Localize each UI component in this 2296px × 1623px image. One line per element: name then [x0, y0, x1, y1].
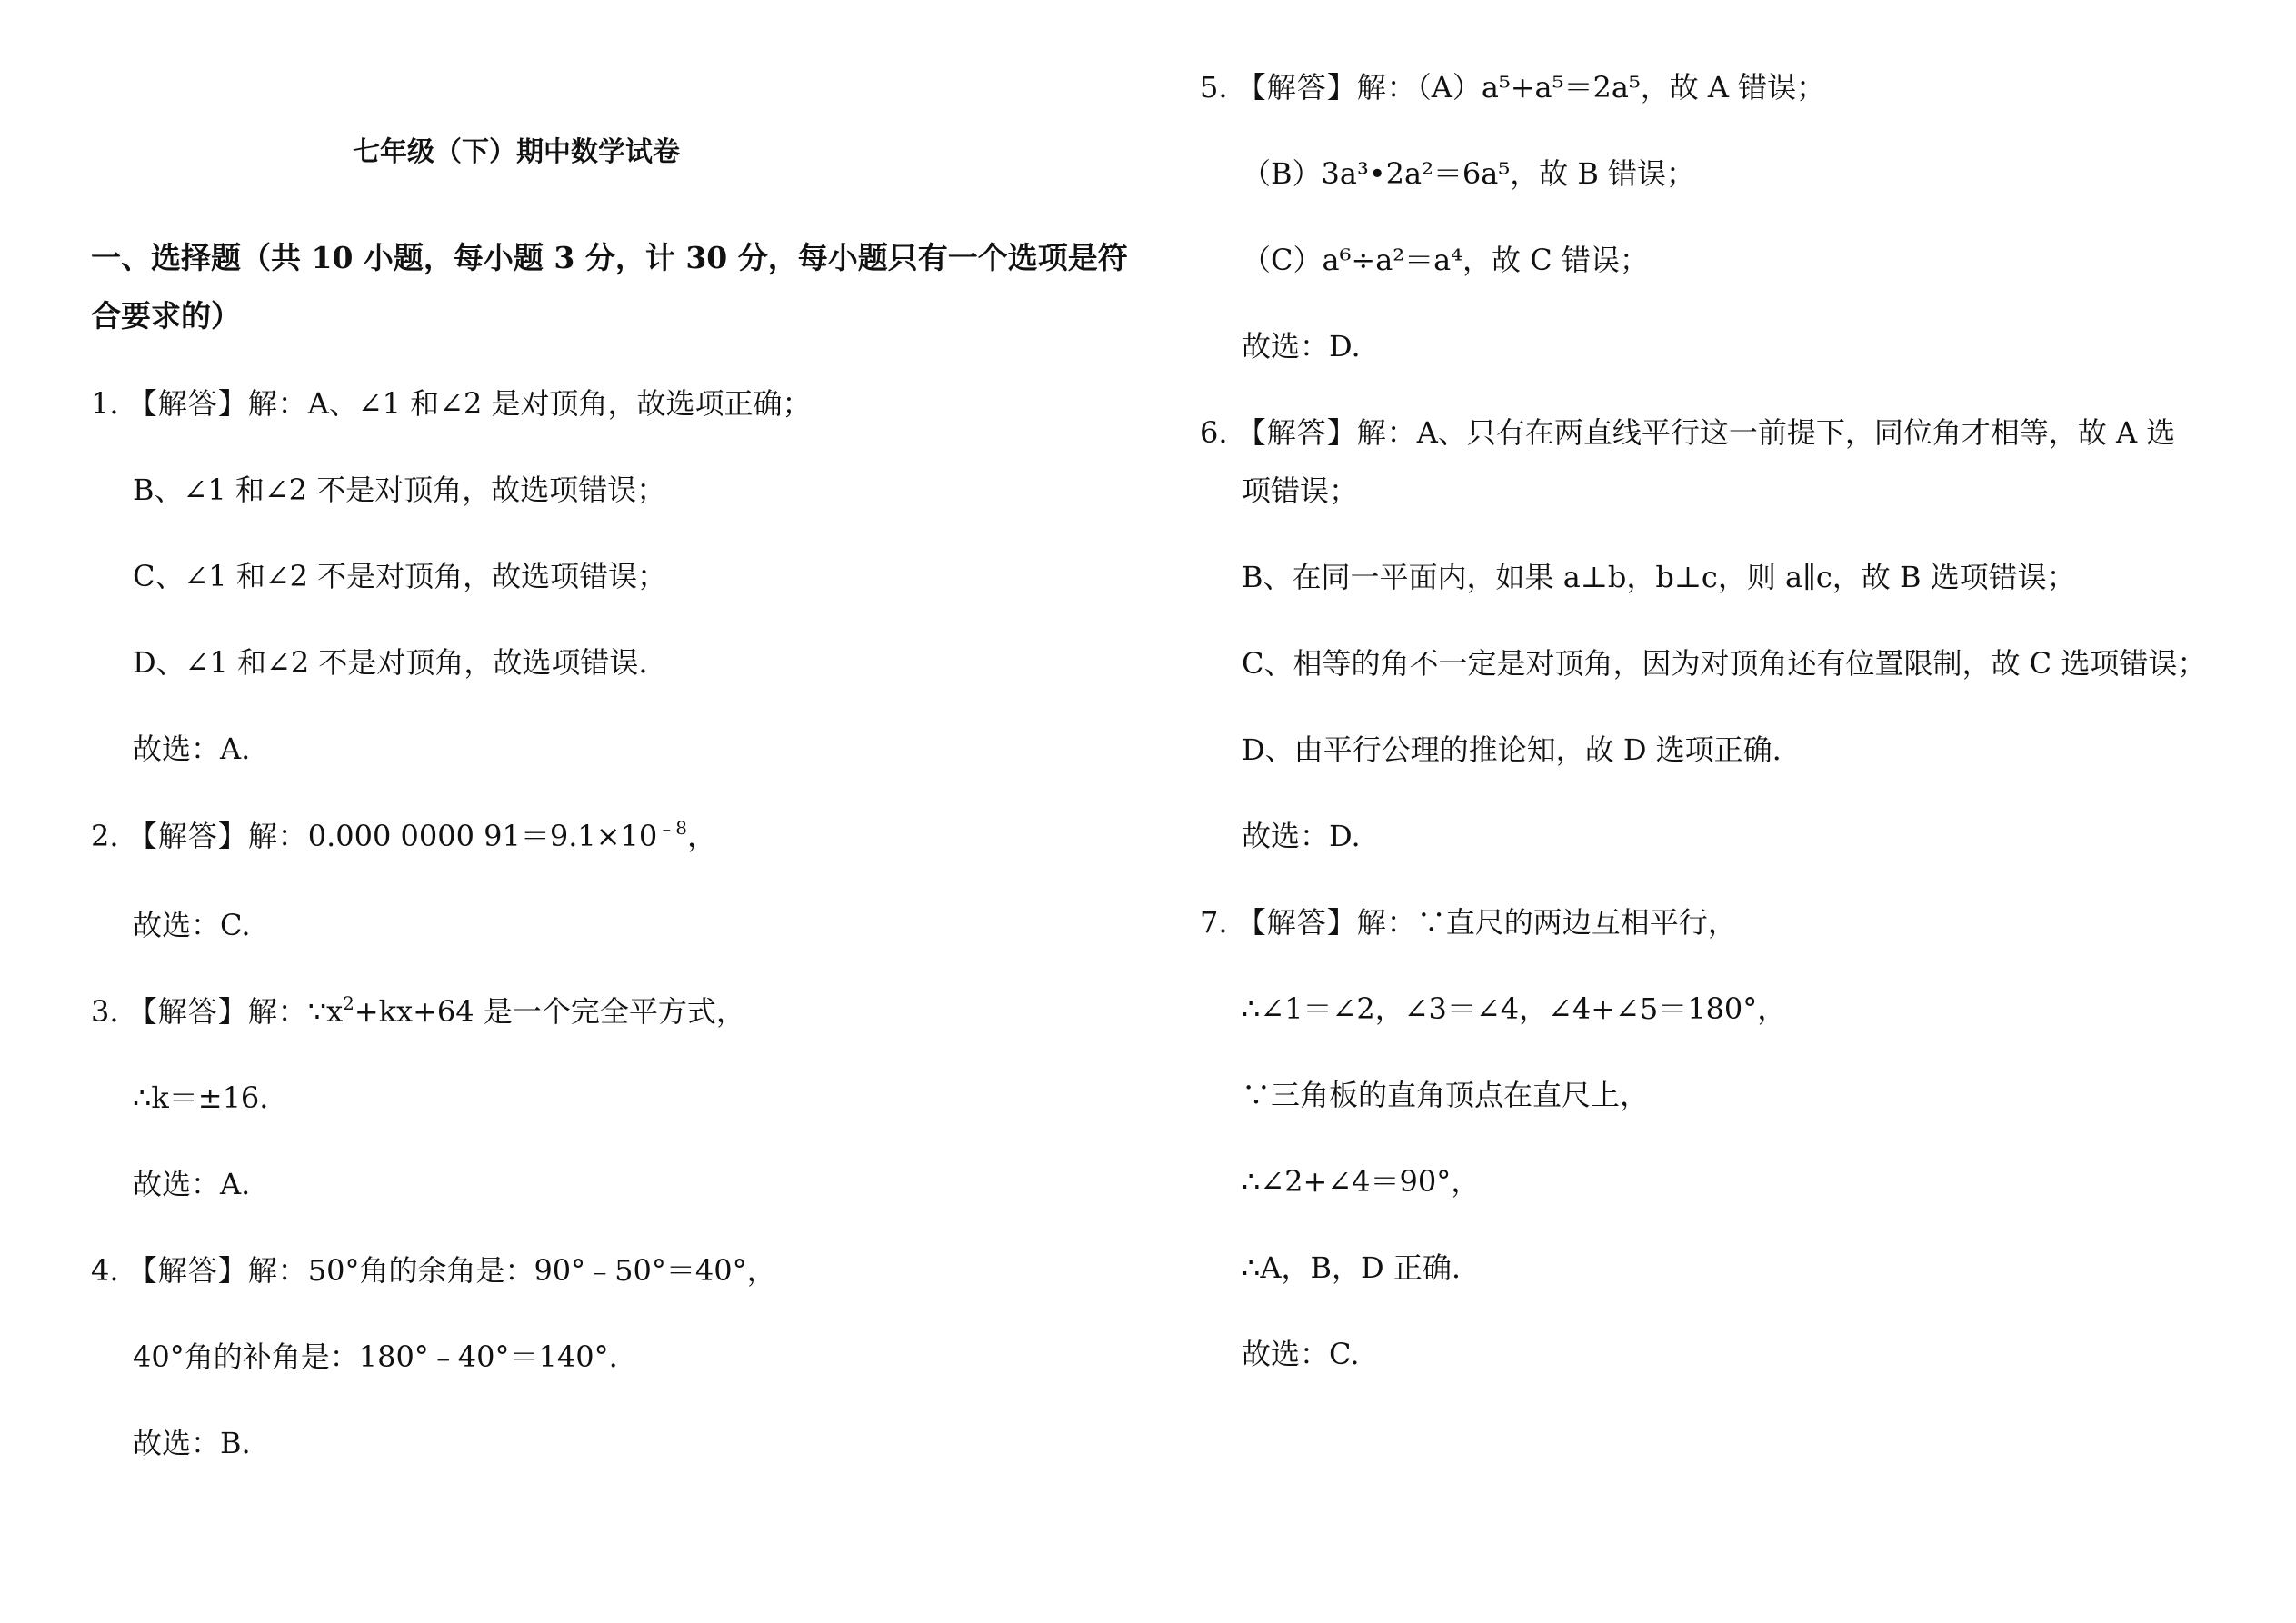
- q6-text1: A、只有在两直线平行这一前提下，同位角才相等，故 A 选: [1416, 415, 2176, 450]
- section-heading-line1: 一、选择题（共 10 小题，每小题 3 分，计 30 分，每小题只有一个选项是符: [91, 240, 1128, 275]
- q4-answer-tag: 【解答】解：: [127, 1253, 308, 1288]
- q5-line1: [1200, 69, 1825, 105]
- q7-line3: ∵三角板的直角顶点在直尺上，: [1242, 1078, 1650, 1112]
- q3-choice: 故选：A.: [133, 1167, 251, 1201]
- q2-text1: 0.000 0000 91＝9.1×10: [307, 819, 658, 853]
- q4-text1: 50°角的余角是：90°﹣50°＝40°，: [307, 1253, 776, 1288]
- q5-number: 5.: [1200, 70, 1228, 105]
- q4-number: 4.: [91, 1253, 119, 1288]
- q3-answer-tag: 【解答】解：: [127, 994, 308, 1029]
- q2-choice: 故选：C.: [133, 908, 251, 942]
- section-heading-line2: 合要求的）: [91, 298, 241, 334]
- q7-line2: ∴∠1＝∠2，∠3＝∠4，∠4+∠5＝180°，: [1242, 991, 1787, 1026]
- q6-line1b: 项错误；: [1242, 473, 1359, 508]
- q7-line5: ∴A，B，D 正确.: [1242, 1250, 1461, 1285]
- q6-answer-tag: 【解答】解：: [1236, 415, 1417, 450]
- q4-line2: 40°角的补角是：180°﹣40°＝140°.: [133, 1339, 618, 1374]
- q3-line2: ∴k＝±16.: [133, 1080, 269, 1115]
- q5-line2: （B）3a³•2a²＝6a⁵，故 B 错误；: [1242, 156, 1696, 191]
- q2-answer-tag: 【解答】解：: [127, 819, 308, 853]
- q5-text1: （A）a⁵+a⁵＝2a⁵，故 A 错误；: [1416, 70, 1826, 105]
- page-title: 七年级（下）期中数学试卷: [353, 136, 680, 168]
- q7-choice: 故选：C.: [1242, 1337, 1360, 1371]
- q7-line1: [1200, 904, 1737, 941]
- q5-line3: （C）a⁶÷a²＝a⁴，故 C 错误；: [1242, 243, 1649, 277]
- q7-number: 7.: [1200, 905, 1228, 940]
- q6-choice: 故选：D.: [1242, 819, 1361, 853]
- q2-number: 2.: [91, 819, 119, 853]
- q4-line1: [91, 1252, 776, 1289]
- q1-choice: 故选：A.: [133, 732, 251, 766]
- q6-line2: B、在同一平面内，如果 a⊥b，b⊥c，则 a∥c，故 B 选项错误；: [1242, 560, 2076, 594]
- q5-answer-tag: 【解答】解：: [1236, 70, 1417, 105]
- q1-number: 1.: [91, 386, 119, 421]
- q1-line2: B、∠1 和∠2 不是对顶角，故选项错误；: [133, 473, 666, 507]
- q7-answer-tag: 【解答】解：: [1236, 905, 1417, 940]
- q3-text1a: ∵x: [307, 994, 344, 1029]
- q6-number: 6.: [1200, 415, 1228, 450]
- q7-text1: ∵直尺的两边互相平行，: [1416, 905, 1737, 940]
- q2-exponent: ﹣8: [657, 817, 687, 839]
- q6-line1: [1200, 414, 2175, 451]
- q1-line1: [91, 385, 812, 422]
- q5-choice: 故选：D.: [1242, 329, 1361, 363]
- q2-text1-end: ，: [687, 819, 717, 853]
- q3-exponent: 2: [343, 992, 354, 1014]
- q7-line4: ∴∠2+∠4＝90°，: [1242, 1164, 1481, 1199]
- q1-line4: D、∠1 和∠2 不是对顶角，故选项错误.: [133, 645, 648, 680]
- q6-line4: D、由平行公理的推论知，故 D 选项正确.: [1242, 732, 1782, 767]
- q1-answer-tag: 【解答】解：: [127, 386, 308, 421]
- q2-line1: [91, 818, 716, 854]
- q4-choice: 故选：B.: [133, 1426, 251, 1460]
- q1-line3: C、∠1 和∠2 不是对顶角，故选项错误；: [133, 559, 667, 593]
- q6-line3: C、相等的角不一定是对顶角，因为对顶角还有位置限制，故 C 选项错误；: [1242, 646, 2207, 681]
- q3-text1b: +kx+64 是一个完全平方式，: [354, 994, 745, 1029]
- q1-text1: A、∠1 和∠2 是对顶角，故选项正确；: [307, 386, 812, 421]
- q3-number: 3.: [91, 994, 119, 1029]
- q3-line1: [91, 993, 745, 1030]
